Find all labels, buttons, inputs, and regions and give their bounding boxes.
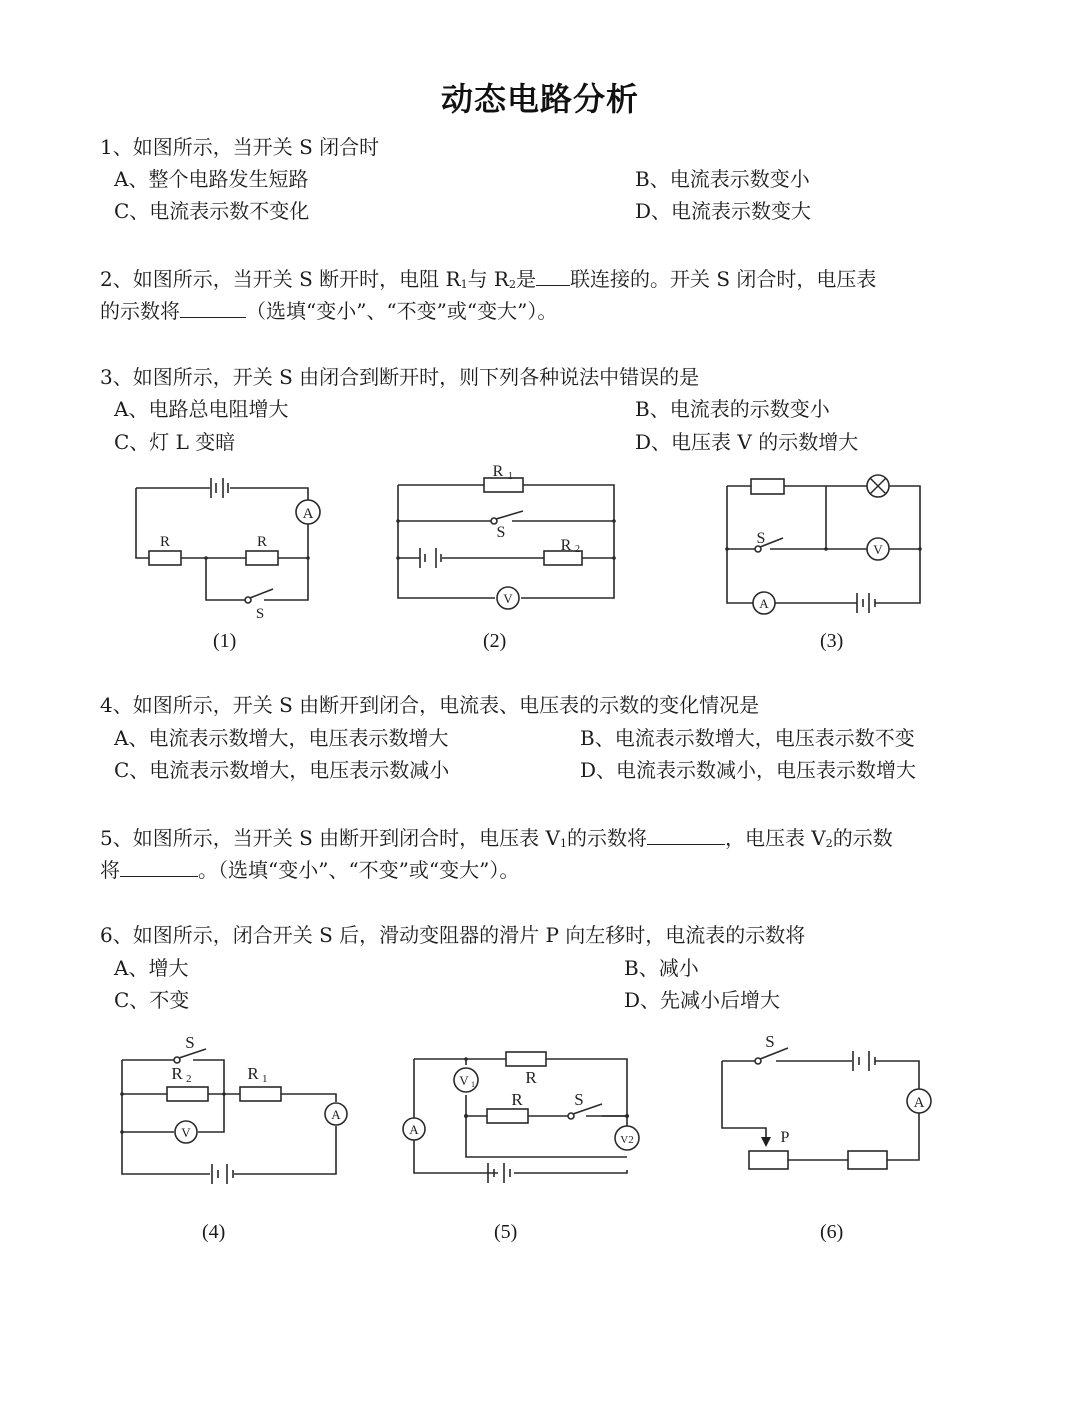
switch-icon	[491, 511, 523, 541]
subscript: 2	[825, 837, 833, 850]
resistor-icon	[149, 534, 181, 565]
circuit-figure-4	[100, 1030, 360, 1190]
option-d: D、电流表示数变大	[635, 199, 812, 223]
svg-text:A: A	[302, 506, 314, 522]
ammeter-icon	[296, 500, 320, 524]
resistor-icon	[167, 1064, 208, 1101]
voltmeter-v1-icon	[454, 1068, 478, 1092]
resistor-icon	[246, 534, 278, 565]
stem-text: （选填“变小”、“不变”或“变大”）。	[246, 299, 558, 323]
svg-text:R: R	[247, 1064, 259, 1083]
switch-icon	[245, 589, 273, 622]
svg-text:S: S	[496, 524, 506, 541]
figure-caption-3: (3)	[820, 630, 844, 652]
stem-text: 将	[100, 858, 120, 882]
battery-icon	[211, 478, 228, 498]
stem-text: 的示数将	[100, 299, 180, 323]
voltmeter-v2-icon	[615, 1126, 639, 1150]
option-b: B、电流表的示数变小	[635, 397, 830, 421]
svg-text:R: R	[525, 1068, 537, 1087]
resistor-icon	[848, 1151, 887, 1169]
svg-text:V: V	[503, 591, 513, 606]
option-d: D、电压表 V 的示数增大	[635, 430, 859, 454]
question-stem-line1	[100, 825, 893, 857]
answer-blank[interactable]	[120, 858, 198, 877]
battery-icon	[853, 1051, 875, 1071]
voltmeter-icon	[175, 1121, 197, 1143]
subscript: 1	[460, 278, 468, 291]
answer-blank[interactable]	[536, 267, 570, 286]
resistor-icon	[751, 479, 784, 494]
svg-text:1: 1	[471, 1080, 475, 1089]
svg-text:R: R	[492, 463, 504, 480]
option-b: B、电流表示数增大，电压表示数不变	[580, 726, 915, 750]
figure-caption-4: (4)	[202, 1221, 226, 1243]
circuit-figure-5	[390, 1040, 650, 1190]
figure-caption-6: (6)	[820, 1221, 844, 1243]
svg-text:1: 1	[262, 1073, 268, 1085]
subscript: 2	[508, 278, 516, 291]
figure-caption-5: (5)	[494, 1221, 518, 1243]
svg-text:A: A	[759, 596, 769, 611]
stem-text: 2、如图所示，当开关 S 断开时，电阻 R	[100, 267, 461, 291]
resistor-icon	[506, 1052, 546, 1087]
stem-text: 与 R	[467, 267, 509, 291]
svg-text:S: S	[574, 1090, 584, 1109]
svg-text:R: R	[159, 534, 171, 550]
svg-text:R: R	[560, 537, 572, 554]
voltmeter-icon	[867, 538, 889, 560]
battery-icon	[420, 548, 441, 568]
question-stem: 3、如图所示，开关 S 由闭合到断开时，则下列各种说法中错误的是	[100, 365, 700, 389]
question-stem-line2	[100, 857, 519, 883]
answer-blank[interactable]	[180, 299, 246, 318]
question-stem-line2	[100, 298, 557, 324]
lamp-icon	[867, 475, 889, 497]
switch-icon	[568, 1090, 602, 1119]
svg-text:A: A	[913, 1095, 925, 1111]
stem-text: 是	[515, 267, 536, 291]
svg-text:2: 2	[575, 544, 580, 555]
svg-text:V: V	[459, 1073, 469, 1088]
circuit-figure-1	[120, 470, 330, 620]
option-a: A、整个电路发生短路	[114, 167, 309, 191]
option-a: A、电流表示数增大，电压表示数增大	[114, 726, 449, 750]
stem-text: 的示数	[832, 826, 893, 850]
option-c: C、电流表示数增大，电压表示数减小	[114, 758, 450, 782]
stem-text: 。（选填“变小”、“不变”或“变大”）。	[198, 858, 520, 882]
switch-icon	[755, 1032, 788, 1064]
option-b: B、减小	[624, 956, 699, 980]
question-stem: 4、如图所示，开关 S 由断开到闭合，电流表、电压表的示数的变化情况是	[100, 693, 760, 717]
svg-text:V2: V2	[620, 1134, 634, 1146]
svg-text:A: A	[409, 1122, 419, 1137]
option-c: C、电流表示数不变化	[114, 199, 310, 223]
resistor-icon	[544, 537, 582, 565]
svg-text:S: S	[255, 606, 265, 622]
svg-text:S: S	[765, 1032, 775, 1051]
svg-text:1: 1	[508, 471, 513, 482]
voltmeter-icon	[497, 587, 519, 609]
resistor-icon	[240, 1064, 281, 1101]
answer-blank[interactable]	[647, 826, 725, 845]
stem-text: 的示数将	[566, 826, 647, 850]
switch-icon	[174, 1033, 206, 1063]
page-title: 动态电路分析	[440, 80, 639, 118]
resistor-icon	[487, 1090, 528, 1123]
svg-text:A: A	[331, 1107, 341, 1122]
svg-text:P: P	[780, 1129, 790, 1146]
rheostat-icon	[749, 1129, 790, 1169]
option-d: D、电流表示数减小，电压表示数增大	[580, 758, 917, 782]
circuit-figure-6	[690, 1020, 960, 1180]
figure-caption-1: (1)	[213, 630, 237, 652]
ammeter-icon	[753, 592, 775, 614]
stem-text: 5、如图所示，当开关 S 由断开到闭合时，电压表 V	[100, 826, 560, 850]
subscript: 1	[559, 837, 567, 850]
svg-text:R: R	[171, 1064, 183, 1083]
option-b: B、电流表示数变小	[635, 167, 810, 191]
svg-text:2: 2	[186, 1073, 192, 1085]
circuit-figure-3	[700, 460, 950, 630]
svg-text:V: V	[873, 542, 883, 557]
stem-text: ，电压表 V	[724, 826, 826, 850]
option-a: A、增大	[114, 956, 189, 980]
svg-text:S: S	[756, 530, 766, 547]
ammeter-icon	[907, 1089, 931, 1113]
option-d: D、先减小后增大	[624, 988, 781, 1012]
option-c: C、不变	[114, 988, 190, 1012]
question-stem-line1	[100, 266, 876, 298]
circuit-figure-2	[380, 463, 640, 620]
option-c: C、灯 L 变暗	[114, 430, 236, 454]
ammeter-icon	[325, 1103, 347, 1125]
ammeter-icon	[403, 1118, 425, 1140]
battery-icon	[212, 1164, 233, 1184]
resistor-icon	[484, 463, 523, 492]
question-stem: 1、如图所示，当开关 S 闭合时	[100, 135, 380, 159]
battery-icon	[857, 593, 875, 613]
question-stem: 6、如图所示，闭合开关 S 后，滑动变阻器的滑片 P 向左移时，电流表的示数将	[100, 923, 806, 947]
svg-text:V: V	[181, 1125, 191, 1140]
stem-text: 联连接的。开关 S 闭合时，电压表	[569, 267, 877, 291]
svg-text:S: S	[185, 1033, 195, 1052]
svg-text:R: R	[256, 534, 268, 550]
figure-caption-2: (2)	[483, 630, 507, 652]
option-a: A、电路总电阻增大	[114, 397, 289, 421]
svg-text:R: R	[511, 1090, 523, 1109]
